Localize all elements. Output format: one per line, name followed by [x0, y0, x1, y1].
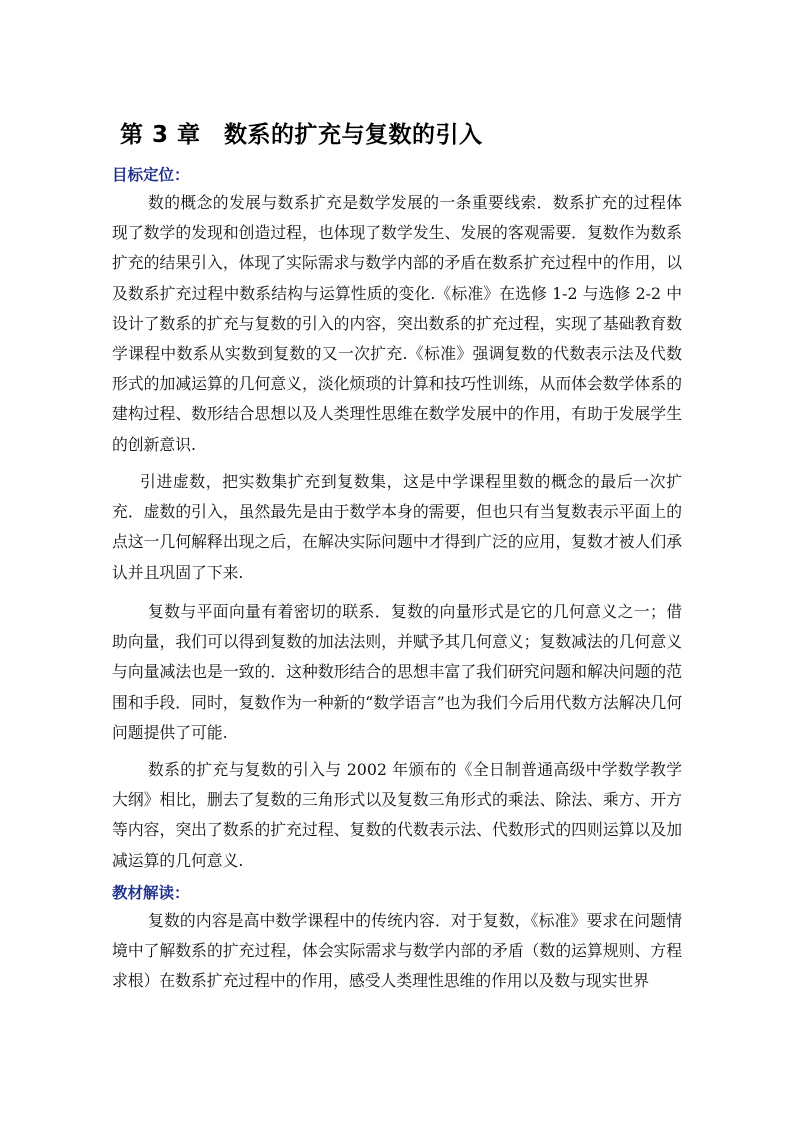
section-heading-textbook: 教材解读：: [112, 884, 190, 902]
paragraph-textbook-1: 复数的内容是高中数学课程中的传统内容．对于复数，《标准》要求在问题情境中了解数系的扩充过程，体会实际需求与数学内部的矛盾（数的运算规则、方程求根）在数系扩充过程中的作用，感受人类理性思维的作用以及数与现实世界: [112, 911, 682, 991]
paragraph-goals-3: 复数与平面向量有着密切的联系．复数的向量形式是它的几何意义之一；借助向量，我们可以得到复数的加法法则，并赋予其几何意义；复数减法的几何意义与向量减法也是一致的．这种数形结合的思想丰富了我们研究问题和解决问题的范围和手段．同时，复数作为一种新的“数学语言”也为我们今后用代数方法解决几何问题提供了可能.: [112, 602, 682, 742]
paragraph-goals-2: 引进虚数，把实数集扩充到复数集，这是中学课程里数的概念的最后一次扩充．虚数的引入，虽然最先是由于数学本身的需要，但也只有当复数表示平面上的点这一几何解释出现之后，在解决实际问题中才得到广泛的应用，复数才被人们承认并且巩固了下来.: [112, 472, 682, 582]
paragraph-goals-1: 数的概念的发展与数系扩充是数学发展的一条重要线索．数系扩充的过程体现了数学的发现和创造过程，也体现了数学发生、发展的客观需要．复数作为数系扩充的结果引入，体现了实际需求与数学内部的矛盾在数系扩充过程中的作用，以及数系扩充过程中数系结构与运算性质的变化.《标准》在选修 1-2 与选修 2-2 中设计了数系的扩充与复数的引入的内容，突出数系的扩充过程，实现了基础教育数学课程中数系从实数到复数的又一次扩充.《标准》强调复数的代数表示法及代数形式的加减运算的几何意义，淡化烦琐的计算和技巧性训练，从而体会数学体系的建构过程、数形结合思想以及人类理性思维在数学发展中的作用，有助于发展学生的创新意识.: [112, 193, 682, 454]
section-heading-goals: 目标定位：: [112, 166, 190, 184]
chapter-title: 第 3 章 数系的扩充与复数的引入: [120, 122, 483, 148]
paragraph-goals-4: 数系的扩充与复数的引入与 2002 年颁布的《全日制普通高级中学数学教学大纲》相比，删去了复数的三角形式以及复数三角形式的乘法、除法、乘方、开方等内容，突出了数系的扩充过程、复数的代数表示法、代数形式的四则运算以及加减运算的几何意义.: [112, 760, 682, 870]
